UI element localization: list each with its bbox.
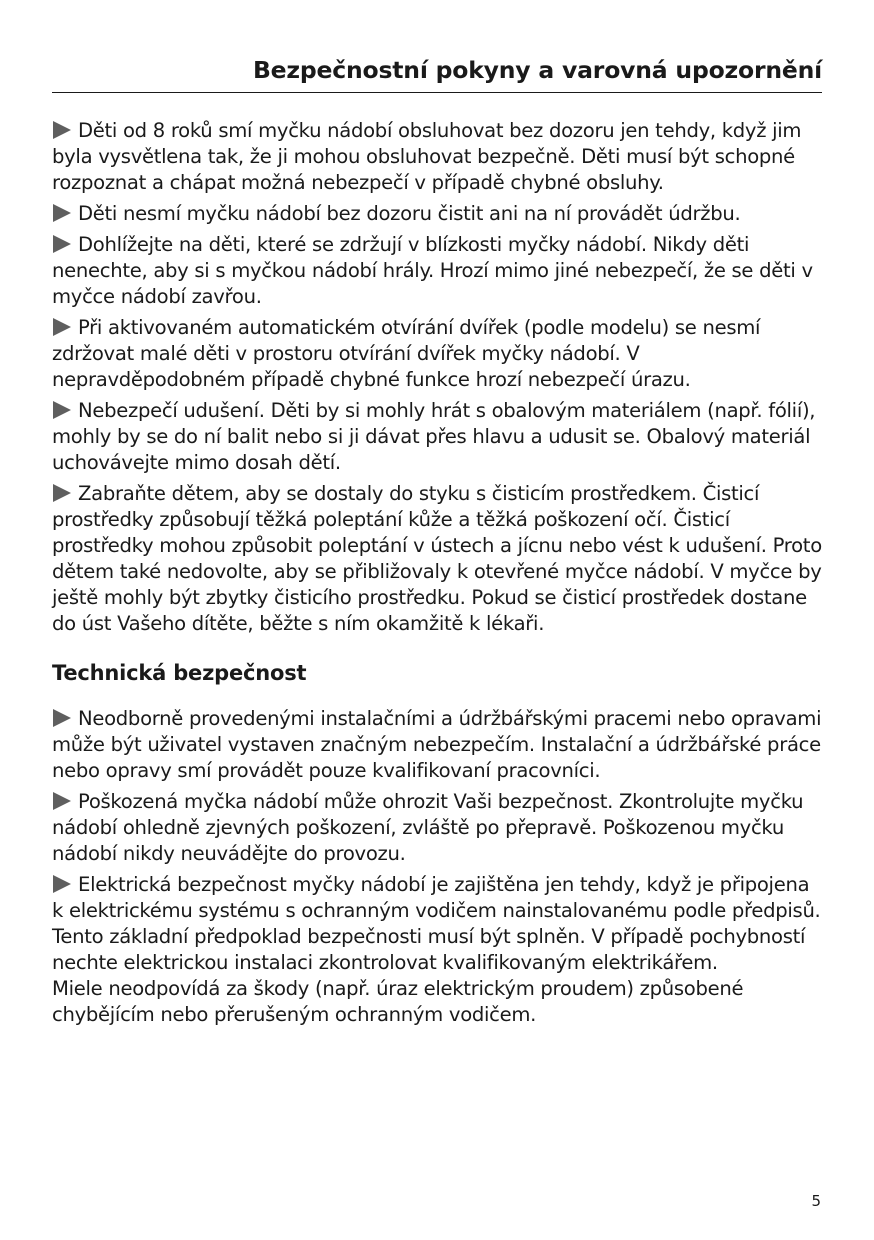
triangle-bullet-icon [53, 709, 71, 727]
paragraph-text: Děti od 8 roků smí myčku nádobí obsluhovat bez dozoru jen tehdy, když jim byla vysvětlena tak, že ji mohou obsluhovat bezpečně. Děti musí být schopné rozpoznat a chápat možná nebezpečí v případě chybné obsluhy. [52, 119, 802, 194]
triangle-bullet-icon [53, 792, 71, 810]
safety-paragraph [52, 872, 824, 976]
triangle-bullet-icon [53, 204, 71, 222]
triangle-bullet-icon [53, 401, 71, 419]
safety-paragraph [52, 481, 824, 637]
triangle-bullet-icon [53, 484, 71, 502]
continuation-paragraph: Miele neodpovídá za škody (např. úraz elektrickým proudem) způsobené chybějícím nebo přerušeným ochranným vodičem. [52, 977, 744, 1026]
safety-paragraph [52, 789, 824, 867]
page-content [52, 118, 824, 1033]
section-heading: Technická bezpečnost [52, 661, 307, 685]
page-title: Bezpečnostní pokyny a varovná upozornění [252, 56, 822, 84]
safety-paragraph [52, 398, 824, 476]
paragraph-text: Nebezpečí udušení. Děti by si mohly hrát s obalovým materiálem (např. fólií), mohly by se do ní balit nebo si ji dávat přes hlavu a udusit se. Obalový materiál uchovávejte mimo dosah dětí. [52, 399, 816, 474]
safety-paragraph [52, 706, 824, 784]
safety-paragraph [52, 118, 824, 196]
triangle-bullet-icon [53, 121, 71, 139]
paragraph-text: Zabraňte dětem, aby se dostaly do styku s čisticím prostředkem. Čisticí prostředky způsobují těžká poleptání kůže a těžká poškození očí. Čisticí prostředky mohou způsobit poleptání v ústech a jícnu nebo vést k udušení. Proto dětem také nedovolte, aby se přibližovaly k otevřené myčce nádobí. V myčce by ještě mohly být zbytky čisticího prostředku. Pokud se čisticí prostředek dostane do úst Vašeho dítěte, běžte s ním okamžitě k lékaři. [52, 482, 822, 635]
triangle-bullet-icon [53, 235, 71, 253]
page-number: 5 [811, 1192, 821, 1210]
safety-paragraph [52, 201, 824, 227]
safety-paragraph [52, 232, 824, 310]
triangle-bullet-icon [53, 318, 71, 336]
paragraph-text: Neodborně provedenými instalačními a údržbářskými pracemi nebo opravami může být uživatel vystaven značným nebezpečím. Instalační a údržbářské práce nebo opravy smí provádět pouze kvalifikovaní pracovníci. [52, 707, 822, 782]
paragraph-text: Dohlížejte na děti, které se zdržují v blízkosti myčky nádobí. Nikdy děti nenechte, aby si s myčkou nádobí hrály. Hrozí mimo jiné nebezpečí, že se děti v myčce nádobí zavřou. [52, 233, 813, 308]
paragraph-text: Poškozená myčka nádobí může ohrozit Vaši bezpečnost. Zkontrolujte myčku nádobí ohledně zjevných poškození, zvláště po přepravě. Poškozenou myčku nádobí nikdy neuvádějte do provozu. [52, 790, 804, 865]
paragraph-text: Při aktivovaném automatickém otvírání dvířek (podle modelu) se nesmí zdržovat malé děti v prostoru otvírání dvířek myčky nádobí. V nepravděpodobném případě chybné funkce hrozí nebezpečí úrazu. [52, 316, 761, 391]
triangle-bullet-icon [53, 875, 71, 893]
paragraph-text: Děti nesmí myčku nádobí bez dozoru čistit ani na ní provádět údržbu. [78, 202, 741, 225]
safety-paragraph [52, 315, 824, 393]
page-header [52, 56, 822, 93]
paragraph-text: Elektrická bezpečnost myčky nádobí je zajištěna jen tehdy, když je připojena k elektrickému systému s ochranným vodičem nainstalovanému podle předpisů. Tento základní předpoklad bezpečnosti musí být splněn. V případě pochybností nechte elektrickou instalaci zkontrolovat kvalifikovaným elektrikářem. [52, 873, 821, 974]
